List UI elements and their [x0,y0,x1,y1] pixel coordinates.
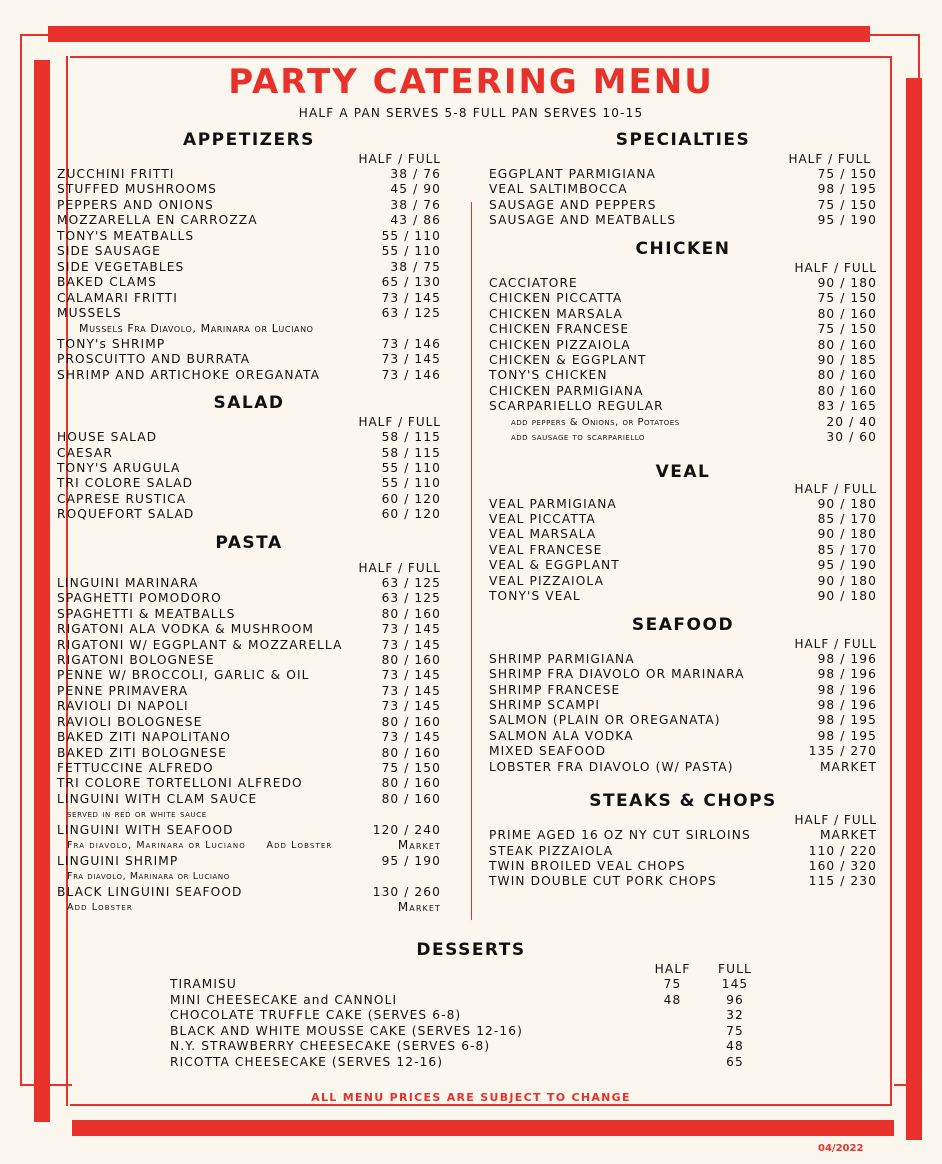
menu-item [57,352,441,367]
item-name: TWIN BROILED VEAL CHOPS [489,859,686,873]
item-name: VEAL FRANCESE [489,542,603,557]
item-price: 90 / 180 [817,275,877,290]
menu-item [489,527,877,542]
chicken-title: CHICKEN [635,238,731,259]
menu-item [57,291,441,306]
menu-item [489,652,877,667]
item-name: VEAL PARMIGIANA [489,496,617,511]
dessert-full-price: 75 [726,1023,744,1038]
frame-inner-bottom-line [70,1104,890,1106]
menu-item [57,229,441,244]
item-name: LINGUINI WITH SEAFOOD [57,822,234,837]
dessert-name: RICOTTA CHEESECAKE (SERVES 12-16) [170,1054,444,1069]
item-name: RIGATONI W/ EGGPLANT & MOZZARELLA [57,637,343,652]
menu-item [489,307,877,322]
half-column-label: HALF [654,962,691,976]
dessert-item [170,1008,770,1023]
item-name: CHICKEN PARMIGIANA [489,383,644,398]
item-price: 65 / 130 [381,275,441,290]
item-name: VEAL MARSALA [489,527,597,542]
item-price: 80 / 160 [381,606,441,621]
specialties-half-full-label: HALF / FULL [788,152,871,166]
item-name: BAKED ZITI NAPOLITANO [57,730,231,745]
item-price: 90 / 185 [817,352,877,367]
menu-item [489,167,877,182]
menu-item [57,507,441,522]
seafood-half-full-label: HALF / FULL [794,636,877,651]
menu-item [57,622,441,637]
menu-item [489,182,877,197]
shrimp-note: Fra diavolo, Marinara or Luciano [67,871,230,883]
dessert-name: BLACK AND WHITE MOUSSE CAKE (SERVES 12-16) [170,1023,523,1038]
item-price: 80 / 160 [381,745,441,760]
menu-item [489,558,877,573]
menu-item [489,844,877,859]
item-name: SHRIMP FRANCESE [489,682,621,697]
menu-item [57,591,441,606]
item-price: 75 / 150 [817,197,877,212]
item-price: 98 / 196 [817,682,877,697]
item-price: 98 / 196 [817,651,877,666]
item-price: 55 / 110 [381,244,441,259]
item-name: SHRIMP SCAMPI [489,697,601,712]
item-price: 90 / 180 [817,527,877,542]
item-name: CHICKEN PIZZAIOLA [489,337,631,352]
menu-item [57,244,441,259]
item-price: 95 / 190 [817,558,877,573]
menu-item [489,859,877,874]
menu-item [489,683,877,698]
menu-item [57,337,441,352]
item-name: CHICKEN PICCATTA [489,291,623,306]
item-price: 98 / 196 [817,697,877,712]
dessert-item [170,993,770,1008]
item-name: SIDE SAUSAGE [57,244,161,259]
item-price: 135 / 270 [808,744,877,759]
appetizers-title: APPETIZERS [183,130,315,150]
full-column-label: FULL [718,962,752,976]
menu-item [57,461,441,476]
menu-item [489,497,877,512]
item-name: TONY'S VEAL [489,589,581,604]
menu-item [489,276,877,291]
dessert-item [170,1039,770,1054]
menu-item [489,713,877,728]
menu-item [57,182,441,197]
item-name: RIGATONI BOLOGNESE [57,652,215,667]
item-name: LINGUINI SHRIMP [57,853,179,868]
item-price: 80 / 160 [817,306,877,321]
menu-item [57,653,441,668]
menu-item [57,746,441,761]
menu-item [57,607,441,622]
item-name: CHICKEN FRANCESE [489,322,630,337]
item-name: SAUSAGE AND PEPPERS [489,197,657,212]
item-price: 83 / 165 [817,399,877,414]
item-name: SALMON ALA VODKA [489,728,634,743]
menu-item [489,384,877,399]
item-name: LINGUINI MARINARA [57,575,199,590]
dessert-name: TIRAMISU [170,977,237,992]
item-name: SHRIMP PARMIGIANA [489,651,635,666]
menu-item [489,543,877,558]
frame-outer-bottom-line [20,1084,72,1086]
frame-left-bar [34,60,50,1122]
item-name: VEAL PICCATTA [489,512,596,526]
menu-item [57,699,441,714]
item-price: 80 / 160 [381,652,441,667]
dessert-name: MINI CHEESECAKE and CANNOLI [170,992,398,1007]
mussels-note: Mussels Fra Diavolo, Marinara or Luciano [79,322,314,336]
frame-outer-left-line [20,34,22,1084]
menu-item [57,668,441,683]
item-price: 98 / 196 [817,667,877,682]
steaks-title: STEAKS & CHOPS [589,791,777,812]
item-name: TONY's SHRIMP [57,336,166,351]
item-price: 63 / 125 [381,575,441,590]
seafood-title: SEAFOOD [631,614,735,635]
menu-item [57,306,441,321]
item-price: 120 / 240 [372,822,441,837]
frame-outer-top-line [20,34,48,36]
item-price: 73 / 145 [381,699,441,714]
menu-item [489,589,877,604]
frame-bottom-bar [72,1120,894,1136]
item-price: 55 / 110 [381,228,441,243]
dessert-half-price [645,1039,700,1054]
menu-item [57,715,441,730]
menu-item [489,291,877,306]
item-price: 98 / 195 [817,713,877,728]
item-name: SALMON (PLAIN OR OREGANATA) [489,713,721,728]
item-price: 75 / 150 [817,167,877,181]
right-column [489,128,877,890]
item-price: 95 / 190 [381,853,441,868]
item-price: 73 / 145 [381,352,441,367]
item-name: STUFFED MUSHROOMS [57,182,218,197]
item-name: PENNE PRIMAVERA [57,683,189,698]
frame-outer-bottom-right-line [894,1084,920,1086]
item-name: PROSCUITTO AND BURRATA [57,352,251,367]
menu-item [57,492,441,507]
item-price: 60 / 120 [381,491,441,506]
item-price: 58 / 115 [381,430,441,445]
dessert-full-price: 48 [726,1039,744,1054]
frame-inner-top-line [70,56,890,58]
item-price: 98 / 195 [817,728,877,743]
item-price: 160 / 320 [808,859,877,873]
item-name: RAVIOLI DI NAPOLI [57,699,189,714]
menu-item [57,430,441,445]
column-divider [471,202,472,920]
pasta-title: PASTA [215,532,283,553]
clam-sauce-note: served in red or white sauce [67,809,207,821]
menu-item [489,213,877,228]
item-name: PRIME AGED 16 OZ NY CUT SIRLOINS [489,828,751,843]
menu-item [489,729,877,744]
seafood-note-row [57,838,441,853]
menu-item [57,576,441,591]
item-price: MARKET [819,759,877,774]
item-name: MIXED SEAFOOD [489,744,607,759]
item-name: CAESAR [57,445,113,460]
pasta-half-full-label: HALF / FULL [358,560,441,575]
dessert-full-price: 96 [726,992,744,1007]
item-name: VEAL & EGGPLANT [489,558,620,573]
dessert-name: N.Y. STRAWBERRY CHEESECAKE (SERVES 6-8) [170,1039,491,1054]
item-price: 58 / 115 [381,445,441,460]
item-name: RIGATONI ALA VODKA & MUSHROOM [57,622,315,637]
item-name: PEPPERS AND ONIONS [57,197,214,212]
item-price: 73 / 146 [381,367,441,382]
item-name: TONY'S CHICKEN [489,368,608,383]
dessert-half-price [645,1024,700,1039]
item-price: 73 / 146 [381,336,441,351]
item-name: SPAGHETTI & MEATBALLS [57,606,236,621]
item-price: 90 / 180 [817,496,877,511]
menu-date: 04/2022 [818,1143,864,1154]
item-price: 85 / 170 [817,542,877,557]
item-name: SCARPARIELLO REGULAR [489,399,664,414]
menu-item [489,874,877,889]
desserts-title: DESSERTS [416,940,526,960]
menu-item [489,353,877,368]
menu-item [57,885,441,900]
item-name: TONY'S MEATBALLS [57,228,195,243]
dessert-half-price: 48 [663,992,682,1007]
item-name: TONY'S ARUGULA [57,461,181,475]
item-price: 90 / 180 [817,589,877,604]
item-price: 73 / 145 [381,683,441,698]
item-name: FETTUCCINE ALFREDO [57,761,214,775]
item-name: TRI COLORE TORTELLONI ALFREDO [57,776,303,791]
item-name: PENNE W/ BROCCOLI, GARLIC & OIL [57,668,310,683]
add-lobster-label: Add Lobster [67,901,133,913]
desserts-table [170,962,770,1070]
menu-item [489,322,877,337]
item-name: TWIN DOUBLE CUT PORK CHOPS [489,874,717,889]
left-column [57,128,441,915]
specialties-title: SPECIALTIES [615,130,751,150]
item-name: SHRIMP AND ARTICHOKE OREGANATA [57,367,321,382]
item-name: LOBSTER FRA DIAVOLO (W/ PASTA) [489,759,734,774]
menu-item [57,476,441,491]
price-change-notice: ALL MENU PRICES ARE SUBJECT TO CHANGE [311,1091,631,1104]
addon-name: add sausage to scarpariello [511,432,645,444]
salad-half-full-label: HALF / FULL [358,415,441,430]
item-price: 73 / 145 [381,622,441,637]
item-name: CAPRESE RUSTICA [57,491,187,506]
item-price: 60 / 120 [381,507,441,522]
menu-item [57,761,441,776]
item-name: EGGPLANT PARMIGIANA [489,167,656,181]
item-price: 73 / 145 [381,637,441,652]
frame-top-bar [48,26,870,42]
item-name: HOUSE SALAD [57,430,158,445]
item-price: 95 / 190 [817,213,877,228]
item-price: 63 / 125 [381,591,441,606]
item-price: 55 / 110 [381,461,441,475]
item-name: ROQUEFORT SALAD [57,507,195,522]
item-name: TRI COLORE SALAD [57,476,194,491]
item-name: VEAL PIZZAIOLA [489,573,605,588]
menu-item [57,198,441,213]
menu-item [489,744,877,759]
menu-item [57,638,441,653]
menu-item [57,446,441,461]
menu-item [57,684,441,699]
item-price: 80 / 160 [381,714,441,729]
item-name: ZUCCHINI FRITTI [57,167,175,181]
item-price: 73 / 145 [381,668,441,683]
dessert-half-price [645,1008,700,1023]
item-name: CACCIATORE [489,275,578,290]
item-name: CHICKEN MARSALA [489,306,623,321]
item-price: 55 / 110 [381,476,441,491]
appetizers-half-full-label: HALF / FULL [358,152,441,166]
dessert-full-price: 65 [726,1054,744,1069]
item-price: 80 / 160 [817,368,877,383]
item-price: 110 / 220 [808,843,877,858]
item-name: MOZZARELLA EN CARROZZA [57,213,258,228]
item-price: 73 / 145 [381,290,441,305]
menu-item [489,368,877,383]
item-name: BAKED CLAMS [57,275,157,290]
item-name: SHRIMP FRA DIAVOLO OR MARINARA [489,667,745,682]
menu-item [489,512,877,527]
item-price: 130 / 260 [372,884,441,899]
item-price: 75 / 150 [381,761,441,775]
desserts-header [170,962,770,977]
item-name: SIDE VEGETABLES [57,259,185,274]
item-price: 75 / 150 [817,322,877,337]
item-name: VEAL SALTIMBOCCA [489,182,628,197]
item-price: 43 / 86 [390,213,441,228]
item-name: CHICKEN & EGGPLANT [489,352,647,367]
item-price: 115 / 230 [808,874,877,889]
item-price: MARKET [819,828,877,843]
add-lobster-price: Market [397,899,441,914]
item-price: 80 / 160 [381,776,441,791]
addon-name: add peppers & Onions, or Potatoes [511,416,680,428]
item-price: 75 / 150 [817,291,877,306]
item-price: 38 / 76 [390,167,441,181]
item-name: MUSSELS [57,305,122,320]
menu-item [489,399,877,414]
chicken-half-full-label: HALF / FULL [794,260,877,275]
item-name: STEAK PIZZAIOLA [489,843,614,858]
item-price: 45 / 90 [390,182,441,197]
add-lobster-price: Market [397,838,441,853]
salad-title: SALAD [213,393,285,414]
item-price: 85 / 170 [817,512,877,526]
menu-item [489,667,877,682]
menu-item [57,260,441,275]
menu-item [57,823,441,838]
addon-price: 20 / 40 [826,414,877,429]
menu-item [57,792,441,807]
veal-title: VEAL [655,461,711,482]
item-price: 98 / 195 [817,182,877,197]
menu-item [57,167,441,182]
menu-item [57,730,441,745]
menu-item [57,213,441,228]
addon-price: 30 / 60 [826,430,877,445]
item-price: 80 / 160 [381,791,441,806]
menu-item [57,854,441,869]
frame-outer-right-line [918,34,920,1084]
item-name: CALAMARI FRITTI [57,290,178,305]
dessert-half-price [645,1055,700,1070]
item-price: 80 / 160 [817,383,877,398]
item-name: BAKED ZITI BOLOGNESE [57,745,227,760]
menu-item [57,368,441,383]
menu-item [489,338,877,353]
menu-item [489,198,877,213]
chicken-addon [489,430,877,445]
menu-item [489,698,877,713]
menu-subtitle: HALF A PAN SERVES 5-8 FULL PAN SERVES 10-15 [298,106,644,120]
menu-title: PARTY CATERING MENU [228,62,714,102]
item-price: 90 / 180 [817,573,877,588]
steaks-half-full-label: HALF / FULL [794,813,877,828]
chicken-addon [489,415,877,430]
veal-half-full-label: HALF / FULL [794,481,877,496]
dessert-item [170,977,770,992]
item-name: LINGUINI WITH CLAM SAUCE [57,791,258,806]
menu-item [489,760,877,775]
dessert-full-price: 32 [726,1008,744,1023]
menu-item [489,828,877,843]
seafood-note: Fra diavolo, Marinara or Luciano [67,840,246,852]
frame-outer-top-right-line [870,34,920,36]
item-price: 63 / 125 [381,305,441,320]
menu-item [57,275,441,290]
dessert-half-price: 75 [663,977,682,992]
item-price: 80 / 160 [817,337,877,352]
item-name: BLACK LINGUINI SEAFOOD [57,884,243,899]
item-price: 38 / 75 [390,259,441,274]
item-price: 73 / 145 [381,730,441,745]
dessert-item [170,1024,770,1039]
add-lobster-row [57,900,441,915]
dessert-name: CHOCOLATE TRUFFLE CAKE (SERVES 6-8) [170,1008,462,1023]
menu-item [489,574,877,589]
dessert-full-price: 145 [721,977,749,992]
add-lobster-label: Add Lobster [266,840,333,852]
item-name: SPAGHETTI POMODORO [57,591,222,606]
dessert-item [170,1055,770,1070]
item-name: SAUSAGE AND MEATBALLS [489,213,677,228]
item-name: RAVIOLI BOLOGNESE [57,714,203,729]
item-price: 38 / 76 [390,197,441,212]
menu-item [57,776,441,791]
